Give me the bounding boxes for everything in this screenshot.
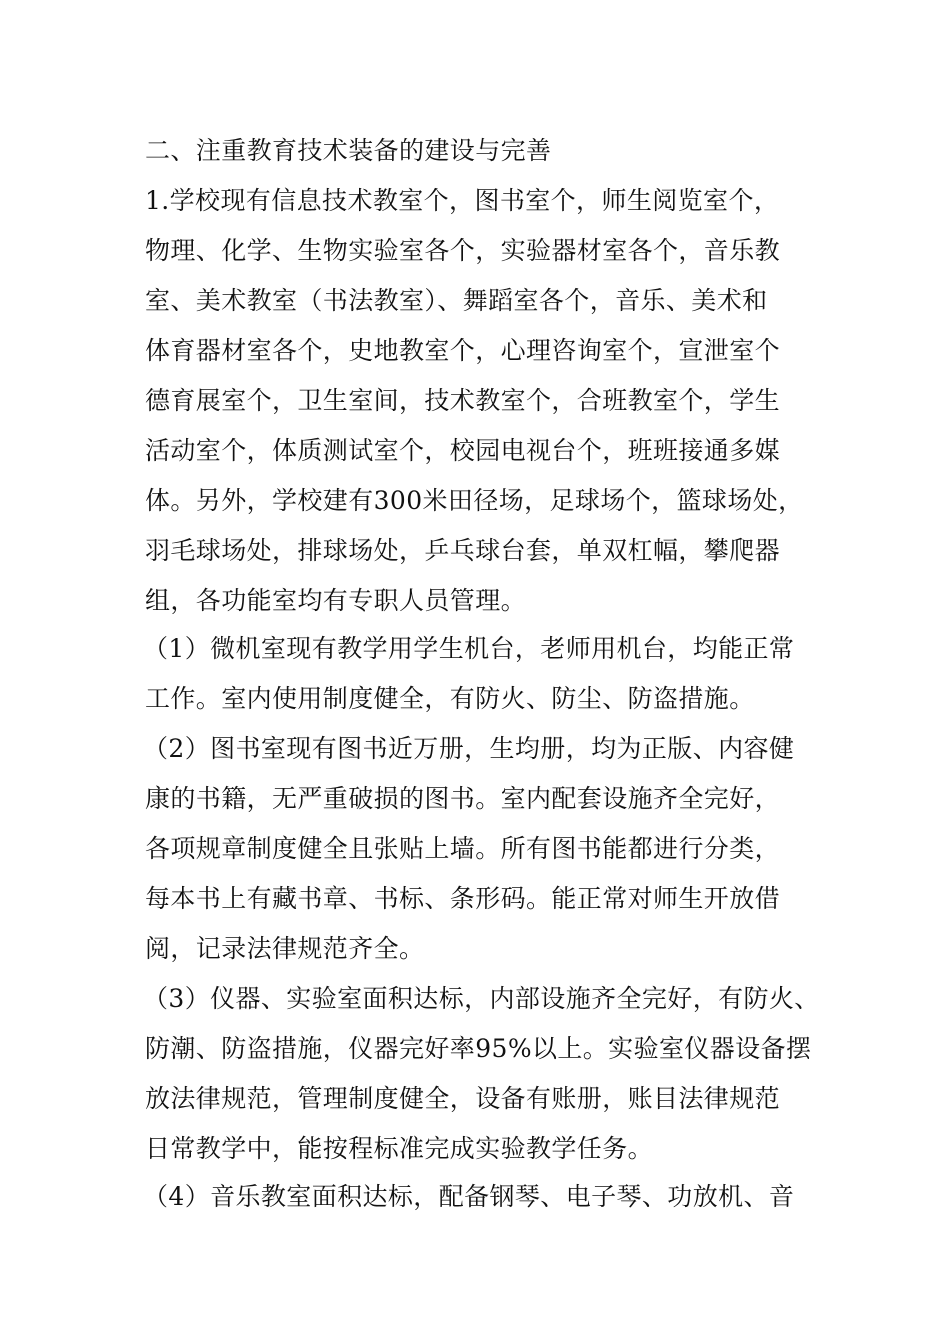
paragraph-line: （2）图书室现有图书近万册，生均册，均为正版、内容健 [143, 734, 795, 763]
paragraph-line: 德育展室个，卫生室间，技术教室个，合班教室个，学生 [145, 386, 781, 415]
paragraph-line: 工作。室内使用制度健全，有防火、防尘、防盗措施。 [145, 684, 755, 713]
paragraph-line: 放法律规范，管理制度健全，设备有账册，账目法律规范 [145, 1084, 781, 1113]
paragraph-line: 羽毛球场处，排球场处，乒乓球台套，单双杠幅，攀爬器 [145, 536, 781, 565]
paragraph-line: 组，各功能室均有专职人员管理。 [145, 586, 527, 615]
paragraph-line: 物理、化学、生物实验室各个，实验器材室各个，音乐教 [145, 236, 781, 265]
paragraph-line: 室、美术教室（书法教室）、舞蹈室各个，音乐、美术和 [145, 286, 768, 315]
paragraph-line: 体。另外，学校建有300米田径场，足球场个，篮球场处， [145, 486, 804, 515]
paragraph-line: 每本书上有藏书章、书标、条形码。能正常对师生开放借 [145, 884, 781, 913]
paragraph-line: （4）音乐教室面积达标，配备钢琴、电子琴、功放机、音 [143, 1182, 795, 1211]
paragraph-line: 日常教学中，能按程标准完成实验教学任务。 [145, 1134, 654, 1163]
paragraph-line: 阅，记录法律规范齐全。 [145, 934, 425, 963]
paragraph-line: 防潮、防盗措施，仪器完好率95%以上。实验室仪器设备摆 [145, 1034, 812, 1063]
paragraph-line: 各项规章制度健全且张贴上墙。所有图书能都进行分类， [145, 834, 781, 863]
paragraph-line: （3）仪器、实验室面积达标，内部设施齐全完好，有防火、 [143, 984, 820, 1013]
paragraph-line: 康的书籍，无严重破损的图书。室内配套设施齐全完好， [145, 784, 781, 813]
paragraph-line: （1）微机室现有教学用学生机台，老师用机台，均能正常 [143, 634, 795, 663]
paragraph-line: 1.学校现有信息技术教室个，图书室个，师生阅览室个， [145, 186, 780, 215]
paragraph-line: 活动室个，体质测试室个，校园电视台个，班班接通多媒 [145, 436, 781, 465]
section-heading: 二、注重教育技术装备的建设与完善 [145, 136, 552, 165]
paragraph-line: 体育器材室各个，史地教室个，心理咨询室个，宣泄室个 [145, 336, 781, 365]
